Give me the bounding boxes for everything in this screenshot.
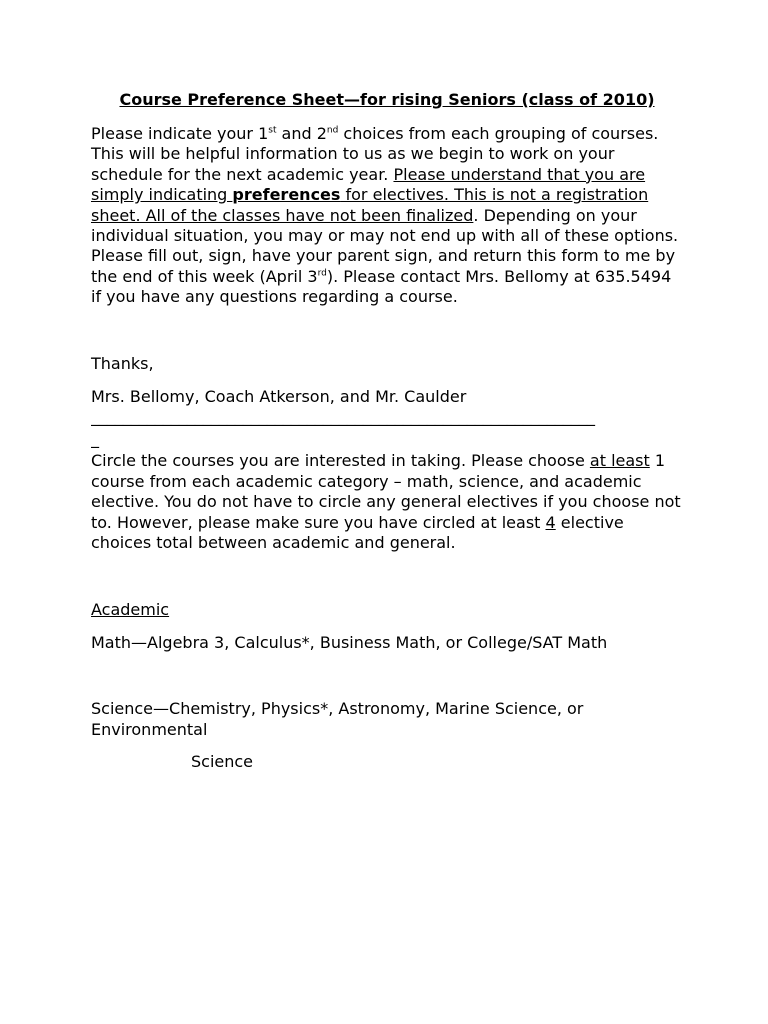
academic-heading: Academic xyxy=(91,599,170,619)
document-title: Course Preference Sheet—for rising Seniors (class of 2010) xyxy=(119,90,655,109)
intro-paragraph xyxy=(91,124,683,308)
superscript: nd xyxy=(326,125,339,136)
intro-text: and 2 xyxy=(276,124,327,143)
separator-rule-tail: _ xyxy=(91,429,99,449)
superscript: rd xyxy=(317,268,327,279)
thanks-line: Thanks, xyxy=(91,353,154,373)
instructions-text: elective choices total between academic and general. xyxy=(91,512,624,553)
science-courses-continued: Science xyxy=(191,752,254,772)
instructions-emphasis: 4 xyxy=(545,512,556,532)
notice-text: Please understand that you are simply indicating xyxy=(91,164,646,205)
signers-line: Mrs. Bellomy, Coach Atkerson, and Mr. Caulder xyxy=(91,387,467,407)
instructions-text: Circle the courses you are interested in taking. Please choose xyxy=(91,451,590,471)
intro-text: choices from each grouping of courses. This will be helpful information to us as we begin to work on your schedule for the next academic year. xyxy=(91,124,659,184)
separator-rule: _______________________________________________________________ xyxy=(91,407,595,427)
math-courses: Math—Algebra 3, Calculus*, Business Math, or College/SAT Math xyxy=(91,632,608,652)
notice-emphasis: preferences xyxy=(232,185,341,205)
superscript: st xyxy=(268,125,277,136)
instructions-text: 1 course from each academic category – math, science, and academic elective. You do not have to circle any general electives if you choose not to. However, please make sure you have circled at least xyxy=(91,451,681,532)
intro-text: . Depending on your individual situation, you may or may not end up with all of these options. Please fill out, sign, have your parent sign, and return this form to me by the end of this week (April 3 xyxy=(91,205,679,286)
intro-text: Please indicate your 1 xyxy=(91,124,269,143)
document-page xyxy=(91,90,683,773)
instructions-emphasis: at least xyxy=(589,451,650,471)
science-courses: Science—Chemistry, Physics*, Astronomy, Marine Science, or Environmental xyxy=(91,699,584,739)
instructions-paragraph xyxy=(91,451,683,553)
intro-text: ). Please contact Mrs. Bellomy at 635.5494 if you have any questions regarding a course. xyxy=(91,266,672,307)
notice-text: for electives. This is not a registration sheet. All of the classes have not been finalized xyxy=(91,185,649,225)
